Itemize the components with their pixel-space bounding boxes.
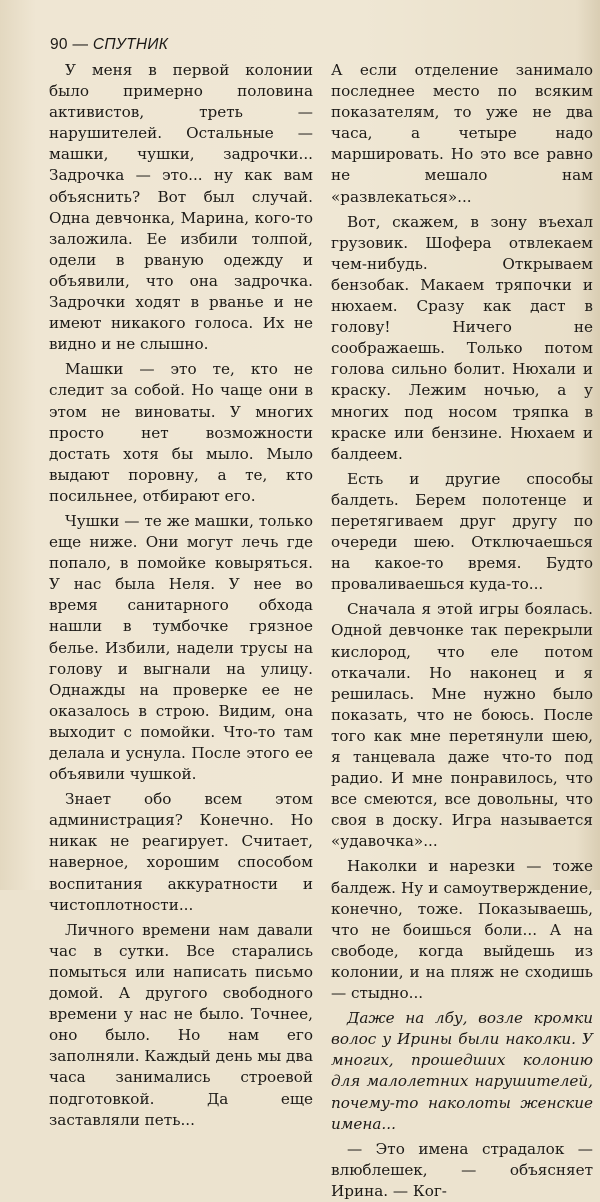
italic-paragraph: Даже на лбу, возле кромки волос у Ирины были наколки. У многих, прошедших колонию для малолетних нарушителей, почему-то наколоты женские имена...: [331, 1009, 593, 1133]
magazine-title: СПУТНИК: [92, 36, 169, 53]
paragraph: Сначала я этой игры боялась. Одной девчонке так перекрыли кислород, что еле потом откачали. Но наконец и я решилась. Мне нужно было показать, что не боюсь. После того как мне перетянули шею, я танцевала даже что-то под радио. И мне понравилось, что все смеются, все довольны, что своя в доску. Игра называется «удавочка»...: [331, 600, 593, 851]
running-head: [50, 36, 168, 54]
paragraph: Наколки и нарезки — тоже балдеж. Ну и самоутверждение, конечно, тоже. Показываешь, что не боишься боли... А на свободе, когда выйдешь из колонии, и на пляж не сходишь — стыдно...: [331, 857, 593, 1003]
right-column: [331, 60, 593, 1202]
paragraph: Чушки — те же машки, только еще ниже. Они могут лечь где попало, в помойке ковыряться. У нас была Неля. У нее во время санитарного обхода нашли в тумбочке грязное белье. Избили, надели трусы на голову и выгнали на улицу. Однажды на проверке ее не оказалось в строю. Видим, она выходит с помойки. Что-то там делала и уснула. После этого ее объявили чушкой.: [49, 511, 313, 784]
paragraph: Вот, скажем, в зону въехал грузовик. Шофера отвлекаем чем-нибудь. Открываем бензобак. Макаем тряпочки и нюхаем. Сразу как даст в голову! Ничего не соображаешь. Только потом голова сильно болит. Нюхали и краску. Лежим ночью, а у многих под носом тряпка в краске или бензине. Нюхаем и балдеем.: [331, 212, 593, 463]
paragraph: Личного времени нам давали час в сутки. Все старались помыться или написать письмо домой. А другого свободного времени у нас не было. Точнее, оно было. Но нам его заполняли. Каждый день мы два часа занимались строевой подготовкой. Да еще заставляли петь...: [49, 920, 313, 1129]
page-number: 90: [50, 36, 68, 53]
left-column: [49, 60, 313, 1131]
header-separator: —: [72, 36, 89, 53]
paragraph: — Это имена страдалок — влюблешек, — объясняет Ирина. — Ког-: [331, 1139, 593, 1200]
paragraph: Машки — это те, кто не следит за собой. Но чаще они в этом не виноваты. У многих просто нет возможности достать хотя бы мыло. Мыло выдают поровну, а те, кто посильнее, отбирают его.: [49, 360, 313, 505]
paragraph: У меня в первой колонии было примерно половина активистов, треть — нарушителей. Остальные — машки, чушки, задрочки... Задрочка — это... ну как вам объяснить? Вот был случай. Одна девчонка, Марина, кого-то заложила. Ее избили толпой, одели в рваную одежду и объявили, что она задрочка. Задрочки ходят в рванье и не имеют никакого голоса. Их не видно и не слышно.: [49, 61, 313, 354]
paragraph: Есть и другие способы балдеть. Берем полотенце и перетягиваем друг другу по очереди шею. Отключаешься на какое-то время. Будто проваливаешься куда-то...: [331, 469, 593, 594]
paragraph: Знает обо всем этом администрация? Конечно. Но никак не реагирует. Считает, наверное, хорошим способом воспитания аккуратности и чистоплотности...: [49, 790, 313, 914]
paragraph: А если отделение занимало последнее место по всяким показателям, то уже не два часа, а четыре надо маршировать. Но это все равно не мешало нам «развлекаться»...: [331, 61, 593, 206]
